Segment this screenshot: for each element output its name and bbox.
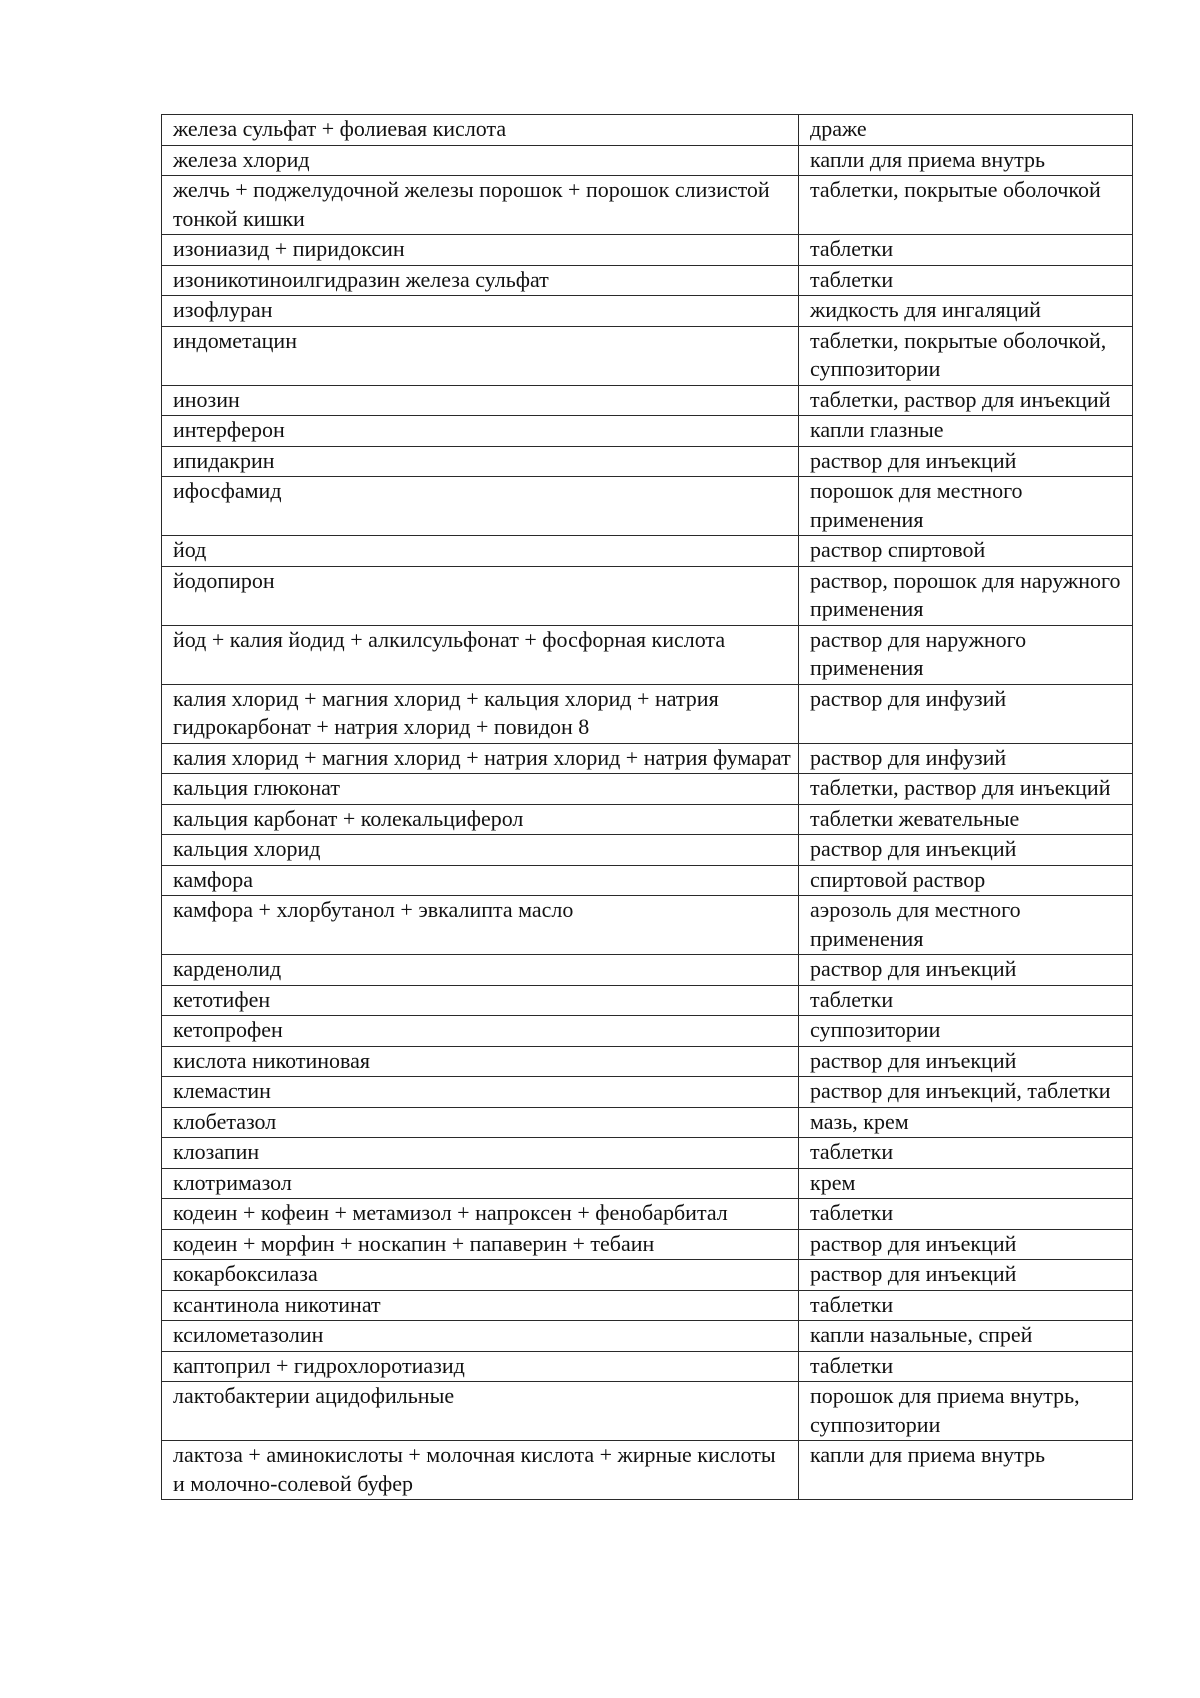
table-row [162,385,1133,416]
table-row [162,804,1133,835]
substance-cell: камфора + хлорбутанол + эвкалипта масло [162,896,799,955]
dosage-form-cell: таблетки [799,985,1133,1016]
dosage-form-cell: раствор спиртовой [799,536,1133,567]
table-row [162,1168,1133,1199]
table-row [162,416,1133,447]
dosage-form-cell: спиртовой раствор [799,865,1133,896]
dosage-form-cell: раствор для инъекций [799,1229,1133,1260]
table-row [162,1199,1133,1230]
table-body [162,115,1133,1500]
substance-cell: железа сульфат + фолиевая кислота [162,115,799,146]
table-row [162,955,1133,986]
substance-cell: клотримазол [162,1168,799,1199]
table-row [162,1229,1133,1260]
dosage-form-cell: таблетки [799,1199,1133,1230]
table-row [162,477,1133,536]
table-row [162,296,1133,327]
substance-cell: кальция глюконат [162,774,799,805]
table-row [162,1077,1133,1108]
substance-cell: калия хлорид + магния хлорид + натрия хлорид + натрия фумарат [162,743,799,774]
table-row [162,774,1133,805]
dosage-form-cell: таблетки жевательные [799,804,1133,835]
substance-cell: ифосфамид [162,477,799,536]
substance-cell: клобетазол [162,1107,799,1138]
table-row [162,1290,1133,1321]
dosage-form-cell: таблетки [799,1351,1133,1382]
table-row [162,865,1133,896]
table-row [162,1260,1133,1291]
table-row [162,566,1133,625]
table-row [162,1138,1133,1169]
table-row [162,536,1133,567]
substance-cell: изоникотиноилгидразин железа сульфат [162,265,799,296]
substance-cell: изониазид + пиридоксин [162,235,799,266]
dosage-form-cell: порошок для местного применения [799,477,1133,536]
substance-cell: йод + калия йодид + алкилсульфонат + фосфорная кислота [162,625,799,684]
table-row [162,985,1133,1016]
substance-cell: йодопирон [162,566,799,625]
dosage-form-cell: таблетки, покрытые оболочкой [799,176,1133,235]
dosage-form-cell: раствор для наружного применения [799,625,1133,684]
table-row [162,625,1133,684]
substance-cell: лактоза + аминокислоты + молочная кислота + жирные кислоты и молочно-солевой буфер [162,1441,799,1500]
dosage-form-cell: жидкость для ингаляций [799,296,1133,327]
dosage-form-cell: раствор для инъекций [799,1260,1133,1291]
dosage-form-cell: драже [799,115,1133,146]
table-row [162,1441,1133,1500]
table-row [162,176,1133,235]
dosage-form-cell: капли для приема внутрь [799,1441,1133,1500]
substance-cell: лактобактерии ацидофильные [162,1382,799,1441]
dosage-form-cell: раствор для инъекций [799,1046,1133,1077]
table-row [162,684,1133,743]
substance-cell: изофлуран [162,296,799,327]
substance-cell: индометацин [162,326,799,385]
table-row [162,446,1133,477]
substance-cell: кетопрофен [162,1016,799,1047]
dosage-form-cell: раствор для инфузий [799,743,1133,774]
table-row [162,743,1133,774]
dosage-form-cell: раствор для инъекций, таблетки [799,1077,1133,1108]
substance-cell: калия хлорид + магния хлорид + кальция хлорид + натрия гидрокарбонат + натрия хлорид + повидон 8 [162,684,799,743]
substance-cell: кислота никотиновая [162,1046,799,1077]
table-row [162,1046,1133,1077]
table-row [162,145,1133,176]
dosage-form-cell: таблетки, покрытые оболочкой, суппозитории [799,326,1133,385]
dosage-form-cell: таблетки, раствор для инъекций [799,385,1133,416]
table-row [162,1016,1133,1047]
dosage-form-cell: раствор для инъекций [799,835,1133,866]
substance-cell: клемастин [162,1077,799,1108]
substance-cell: инозин [162,385,799,416]
table-row [162,235,1133,266]
table-row [162,265,1133,296]
substance-cell: карденолид [162,955,799,986]
substance-cell: кальция хлорид [162,835,799,866]
dosage-form-cell: порошок для приема внутрь, суппозитории [799,1382,1133,1441]
dosage-form-cell: крем [799,1168,1133,1199]
dosage-form-cell: суппозитории [799,1016,1133,1047]
substance-cell: ксилометазолин [162,1321,799,1352]
dosage-form-cell: таблетки, раствор для инъекций [799,774,1133,805]
dosage-form-cell: таблетки [799,235,1133,266]
substance-cell: каптоприл + гидрохлоротиазид [162,1351,799,1382]
table-row [162,1351,1133,1382]
substance-cell: кодеин + кофеин + метамизол + напроксен + фенобарбитал [162,1199,799,1230]
dosage-form-cell: капли назальные, спрей [799,1321,1133,1352]
dosage-form-cell: таблетки [799,1290,1133,1321]
substance-cell: интерферон [162,416,799,447]
drug-form-table [161,114,1133,1500]
substance-cell: ксантинола никотинат [162,1290,799,1321]
dosage-form-cell: таблетки [799,1138,1133,1169]
substance-cell: желчь + поджелудочной железы порошок + порошок слизистой тонкой кишки [162,176,799,235]
substance-cell: кокарбоксилаза [162,1260,799,1291]
substance-cell: кальция карбонат + колекальциферол [162,804,799,835]
dosage-form-cell: капли глазные [799,416,1133,447]
substance-cell: кетотифен [162,985,799,1016]
table-row [162,1382,1133,1441]
substance-cell: йод [162,536,799,567]
table-row [162,1107,1133,1138]
dosage-form-cell: раствор для инъекций [799,446,1133,477]
dosage-form-cell: раствор для инъекций [799,955,1133,986]
dosage-form-cell: раствор, порошок для наружного применения [799,566,1133,625]
substance-cell: ипидакрин [162,446,799,477]
substance-cell: клозапин [162,1138,799,1169]
dosage-form-cell: раствор для инфузий [799,684,1133,743]
dosage-form-cell: аэрозоль для местного применения [799,896,1133,955]
substance-cell: камфора [162,865,799,896]
table-row [162,835,1133,866]
table-row [162,115,1133,146]
table-row [162,1321,1133,1352]
table-row [162,896,1133,955]
dosage-form-cell: капли для приема внутрь [799,145,1133,176]
substance-cell: кодеин + морфин + носкапин + папаверин + тебаин [162,1229,799,1260]
dosage-form-cell: мазь, крем [799,1107,1133,1138]
dosage-form-cell: таблетки [799,265,1133,296]
substance-cell: железа хлорид [162,145,799,176]
table-row [162,326,1133,385]
